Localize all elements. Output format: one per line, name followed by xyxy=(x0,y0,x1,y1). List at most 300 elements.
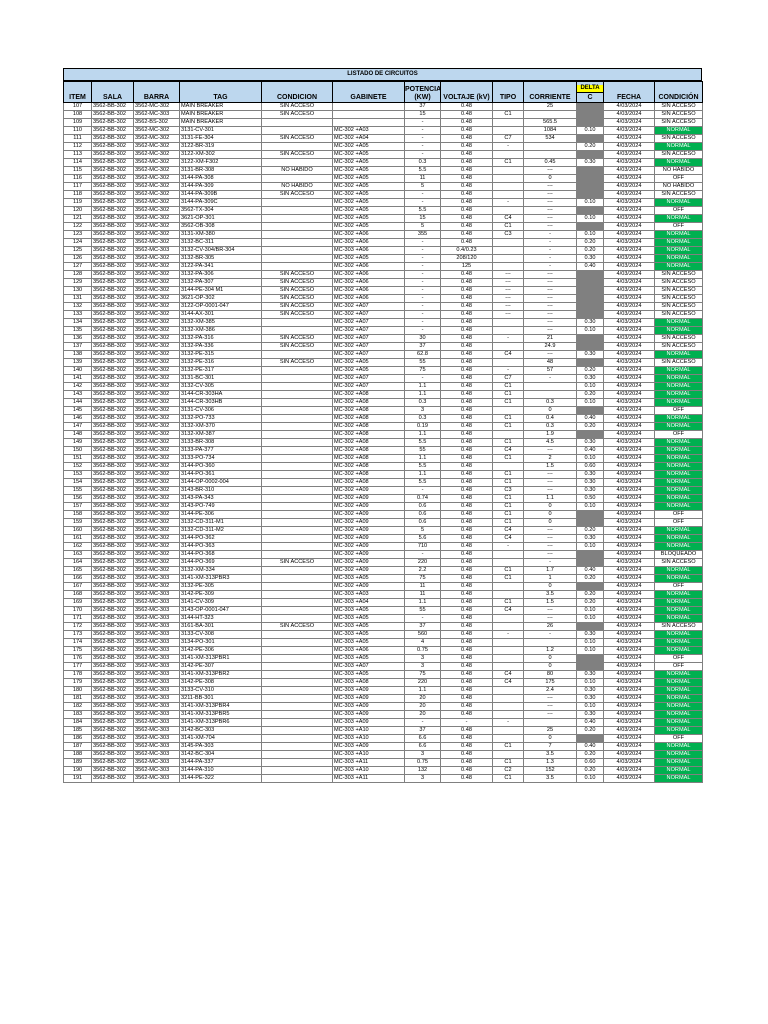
cell-barra[interactable]: 3562-MC-302 xyxy=(134,551,180,559)
cell-delta-c[interactable]: 0.10 xyxy=(577,327,604,335)
cell-delta-c[interactable]: 0.20 xyxy=(577,751,604,759)
cell-condicion[interactable] xyxy=(262,567,333,575)
cell-fecha[interactable]: 4/03/2024 xyxy=(604,471,655,479)
cell-condicion[interactable] xyxy=(262,247,333,255)
cell-delta-c[interactable]: 0.30 xyxy=(577,695,604,703)
cell-potencia[interactable]: - xyxy=(405,151,441,159)
cell-condicion-estado[interactable]: SIN ACCESO xyxy=(655,303,703,311)
cell-item[interactable]: 111 xyxy=(64,135,92,143)
cell-voltaje[interactable]: 0.48 xyxy=(441,495,493,503)
cell-delta-c[interactable] xyxy=(577,735,604,743)
cell-fecha[interactable]: 4/03/2024 xyxy=(604,247,655,255)
cell-condicion[interactable] xyxy=(262,535,333,543)
cell-barra[interactable]: 3562-MC-302 xyxy=(134,303,180,311)
cell-potencia[interactable]: 5.5 xyxy=(405,479,441,487)
cell-corriente[interactable]: - xyxy=(524,631,577,639)
cell-tipo[interactable]: C4 xyxy=(493,671,524,679)
cell-corriente[interactable]: 25 xyxy=(524,103,577,111)
cell-condicion[interactable] xyxy=(262,319,333,327)
cell-potencia[interactable]: 0.75 xyxy=(405,647,441,655)
cell-potencia[interactable]: - xyxy=(405,327,441,335)
cell-condicion-estado[interactable]: NORMAL xyxy=(655,615,703,623)
cell-voltaje[interactable]: 0.48 xyxy=(441,111,493,119)
cell-voltaje[interactable]: 0.48 xyxy=(441,551,493,559)
cell-voltaje[interactable]: 0.48 xyxy=(441,767,493,775)
table-row[interactable] xyxy=(64,551,703,559)
cell-tipo[interactable]: C1 xyxy=(493,455,524,463)
cell-tipo[interactable]: C1 xyxy=(493,519,524,527)
cell-tag[interactable]: 3144-CR-303HA xyxy=(180,391,262,399)
cell-tipo[interactable] xyxy=(493,343,524,351)
cell-sala[interactable]: 3562-BB-302 xyxy=(92,559,134,567)
cell-tipo[interactable]: C1 xyxy=(493,423,524,431)
cell-barra[interactable]: 3562-MC-302 xyxy=(134,151,180,159)
cell-delta-c[interactable] xyxy=(577,663,604,671)
cell-item[interactable]: 127 xyxy=(64,263,92,271)
cell-fecha[interactable]: 4/03/2024 xyxy=(604,399,655,407)
cell-voltaje[interactable]: 0.48 xyxy=(441,223,493,231)
cell-fecha[interactable]: 4/03/2024 xyxy=(604,431,655,439)
cell-fecha[interactable]: 4/03/2024 xyxy=(604,663,655,671)
table-row[interactable] xyxy=(64,247,703,255)
cell-tipo[interactable]: C1 xyxy=(493,223,524,231)
cell-fecha[interactable]: 4/03/2024 xyxy=(604,207,655,215)
cell-tag[interactable]: 3142-PE-307 xyxy=(180,663,262,671)
cell-potencia[interactable]: 37 xyxy=(405,727,441,735)
cell-tag[interactable]: 3144-PA-310 xyxy=(180,767,262,775)
cell-barra[interactable]: 3562-MC-302 xyxy=(134,263,180,271)
cell-tipo[interactable]: C1 xyxy=(493,111,524,119)
cell-delta-c[interactable] xyxy=(577,103,604,111)
table-row[interactable] xyxy=(64,623,703,631)
cell-corriente[interactable]: 80 xyxy=(524,671,577,679)
cell-potencia[interactable]: 15 xyxy=(405,111,441,119)
cell-potencia[interactable]: - xyxy=(405,247,441,255)
table-row[interactable] xyxy=(64,599,703,607)
cell-fecha[interactable]: 4/03/2024 xyxy=(604,511,655,519)
cell-tag[interactable]: MAIN BREAKER xyxy=(180,119,262,127)
cell-tag[interactable]: 3132-XM-386 xyxy=(180,327,262,335)
cell-corriente[interactable]: 4.5 xyxy=(524,439,577,447)
cell-sala[interactable]: 3562-BB-302 xyxy=(92,679,134,687)
cell-tipo[interactable]: - xyxy=(493,719,524,727)
table-row[interactable] xyxy=(64,639,703,647)
table-row[interactable] xyxy=(64,175,703,183)
cell-delta-c[interactable] xyxy=(577,511,604,519)
cell-item[interactable]: 136 xyxy=(64,335,92,343)
cell-tag[interactable]: 3132-PE-315 xyxy=(180,351,262,359)
cell-condicion-estado[interactable]: NORMAL xyxy=(655,143,703,151)
cell-sala[interactable]: 3562-BB-302 xyxy=(92,175,134,183)
cell-delta-c[interactable] xyxy=(577,431,604,439)
cell-tipo[interactable]: - xyxy=(493,199,524,207)
cell-potencia[interactable]: 0.74 xyxy=(405,495,441,503)
cell-item[interactable]: 147 xyxy=(64,423,92,431)
cell-corriente[interactable]: --- xyxy=(524,535,577,543)
cell-gabinete[interactable] xyxy=(333,103,405,111)
cell-corriente[interactable]: --- xyxy=(524,303,577,311)
cell-item[interactable]: 131 xyxy=(64,295,92,303)
table-row[interactable] xyxy=(64,759,703,767)
cell-corriente[interactable]: --- xyxy=(524,607,577,615)
cell-tipo[interactable]: C1 xyxy=(493,775,524,783)
cell-sala[interactable]: 3562-BB-302 xyxy=(92,103,134,111)
cell-item[interactable]: 133 xyxy=(64,311,92,319)
table-row[interactable] xyxy=(64,439,703,447)
cell-sala[interactable]: 3562-BB-302 xyxy=(92,775,134,783)
cell-tipo[interactable]: C4 xyxy=(493,607,524,615)
cell-voltaje[interactable]: 0.48 xyxy=(441,415,493,423)
cell-potencia[interactable]: 5.5 xyxy=(405,167,441,175)
cell-tag[interactable]: 3562-OB-308 xyxy=(180,223,262,231)
cell-fecha[interactable]: 4/03/2024 xyxy=(604,271,655,279)
cell-gabinete[interactable]: MC-303 +A05 xyxy=(333,615,405,623)
cell-fecha[interactable]: 4/03/2024 xyxy=(604,327,655,335)
cell-voltaje[interactable]: 0.48 xyxy=(441,623,493,631)
cell-delta-c[interactable]: 0.30 xyxy=(577,487,604,495)
cell-condicion[interactable] xyxy=(262,455,333,463)
cell-barra[interactable]: 3562-MC-302 xyxy=(134,471,180,479)
cell-delta-c[interactable]: 0.20 xyxy=(577,767,604,775)
cell-condicion-estado[interactable]: SIN ACCESO xyxy=(655,119,703,127)
cell-tag[interactable]: 3132-XM-370 xyxy=(180,423,262,431)
cell-tag[interactable]: 3132-XM-387 xyxy=(180,431,262,439)
cell-item[interactable]: 177 xyxy=(64,663,92,671)
cell-tipo[interactable] xyxy=(493,119,524,127)
cell-corriente[interactable]: 565.5 xyxy=(524,119,577,127)
table-row[interactable] xyxy=(64,719,703,727)
cell-barra[interactable]: 3562-MC-302 xyxy=(134,527,180,535)
cell-tipo[interactable] xyxy=(493,175,524,183)
table-row[interactable] xyxy=(64,543,703,551)
cell-fecha[interactable]: 4/03/2024 xyxy=(604,151,655,159)
cell-condicion[interactable] xyxy=(262,423,333,431)
cell-potencia[interactable]: 55 xyxy=(405,359,441,367)
cell-item[interactable]: 187 xyxy=(64,743,92,751)
cell-condicion[interactable] xyxy=(262,615,333,623)
cell-tipo[interactable]: - xyxy=(493,543,524,551)
cell-condicion-estado[interactable]: NORMAL xyxy=(655,327,703,335)
cell-tipo[interactable]: C4 xyxy=(493,527,524,535)
cell-tipo[interactable]: C1 xyxy=(493,439,524,447)
cell-barra[interactable]: 3562-MC-302 xyxy=(134,239,180,247)
cell-voltaje[interactable]: 0.48 xyxy=(441,351,493,359)
cell-sala[interactable]: 3562-BB-302 xyxy=(92,543,134,551)
cell-tipo[interactable] xyxy=(493,431,524,439)
cell-sala[interactable]: 3562-BB-302 xyxy=(92,711,134,719)
cell-delta-c[interactable]: 0.20 xyxy=(577,367,604,375)
cell-tipo[interactable] xyxy=(493,583,524,591)
cell-tipo[interactable] xyxy=(493,167,524,175)
cell-voltaje[interactable]: 0.48 xyxy=(441,151,493,159)
cell-barra[interactable]: 3562-MC-302 xyxy=(134,519,180,527)
cell-barra[interactable]: 3562-MC-303 xyxy=(134,599,180,607)
cell-item[interactable]: 121 xyxy=(64,215,92,223)
cell-delta-c[interactable]: 0.30 xyxy=(577,535,604,543)
cell-condicion[interactable] xyxy=(262,719,333,727)
cell-sala[interactable]: 3562-BB-302 xyxy=(92,695,134,703)
cell-tag[interactable]: 3132-BC-311 xyxy=(180,239,262,247)
cell-voltaje[interactable]: 0.48 xyxy=(441,535,493,543)
cell-sala[interactable]: 3562-BB-302 xyxy=(92,111,134,119)
cell-tag[interactable]: 3141-CV-309 xyxy=(180,599,262,607)
cell-tag[interactable]: 3134-PO-301 xyxy=(180,639,262,647)
cell-condicion-estado[interactable]: NORMAL xyxy=(655,455,703,463)
cell-voltaje[interactable]: 0.48 xyxy=(441,455,493,463)
cell-tipo[interactable] xyxy=(493,191,524,199)
cell-tipo[interactable] xyxy=(493,655,524,663)
cell-tag[interactable]: 3144-PO-361 xyxy=(180,471,262,479)
cell-condicion[interactable] xyxy=(262,199,333,207)
cell-tipo[interactable]: C4 xyxy=(493,351,524,359)
cell-condicion[interactable] xyxy=(262,255,333,263)
cell-potencia[interactable]: 1.1 xyxy=(405,431,441,439)
cell-barra[interactable]: 3562-MC-303 xyxy=(134,623,180,631)
table-row[interactable] xyxy=(64,431,703,439)
cell-corriente[interactable]: 3.5 xyxy=(524,751,577,759)
cell-tag[interactable]: 3132-PA-307 xyxy=(180,279,262,287)
cell-tag[interactable]: 3144-PE-306 xyxy=(180,511,262,519)
cell-barra[interactable]: 3562-MC-302 xyxy=(134,535,180,543)
cell-condicion-estado[interactable]: OFF xyxy=(655,519,703,527)
cell-voltaje[interactable]: 0.48 xyxy=(441,471,493,479)
cell-tipo[interactable] xyxy=(493,327,524,335)
cell-barra[interactable]: 3562-MC-302 xyxy=(134,455,180,463)
table-row[interactable] xyxy=(64,655,703,663)
cell-tag[interactable]: 3144-PO-368 xyxy=(180,551,262,559)
cell-sala[interactable]: 3562-BB-302 xyxy=(92,367,134,375)
cell-sala[interactable]: 3562-BB-302 xyxy=(92,343,134,351)
table-row[interactable] xyxy=(64,695,703,703)
cell-gabinete[interactable]: MC-302 +A06 xyxy=(333,271,405,279)
cell-tag[interactable]: 3142-PE-306 xyxy=(180,647,262,655)
cell-sala[interactable]: 3562-BB-302 xyxy=(92,279,134,287)
cell-tag[interactable]: 3142-PE-308 xyxy=(180,679,262,687)
cell-condicion-estado[interactable]: NORMAL xyxy=(655,471,703,479)
col-header-barra[interactable]: BARRA xyxy=(134,82,180,103)
cell-sala[interactable]: 3562-BB-302 xyxy=(92,511,134,519)
cell-condicion[interactable] xyxy=(262,639,333,647)
cell-item[interactable]: 130 xyxy=(64,287,92,295)
cell-voltaje[interactable]: 0.48 xyxy=(441,751,493,759)
cell-tag[interactable]: 3131-CV-306 xyxy=(180,407,262,415)
cell-tipo[interactable] xyxy=(493,639,524,647)
cell-corriente[interactable]: 0 xyxy=(524,655,577,663)
cell-delta-c[interactable]: 0.30 xyxy=(577,439,604,447)
cell-fecha[interactable]: 4/03/2024 xyxy=(604,199,655,207)
cell-condicion[interactable] xyxy=(262,687,333,695)
cell-fecha[interactable]: 4/03/2024 xyxy=(604,287,655,295)
cell-potencia[interactable]: 37 xyxy=(405,103,441,111)
cell-gabinete[interactable]: MC-302 +A05 xyxy=(333,215,405,223)
cell-voltaje[interactable]: 0.48 xyxy=(441,655,493,663)
cell-gabinete[interactable]: MC-302 +A06 xyxy=(333,295,405,303)
cell-sala[interactable]: 3562-BB-302 xyxy=(92,551,134,559)
cell-item[interactable]: 138 xyxy=(64,351,92,359)
cell-gabinete[interactable]: MC-303 +A09 xyxy=(333,687,405,695)
cell-potencia[interactable]: 20 xyxy=(405,703,441,711)
cell-corriente[interactable]: 57 xyxy=(524,367,577,375)
cell-item[interactable]: 137 xyxy=(64,343,92,351)
cell-barra[interactable]: 3562-MC-302 xyxy=(134,479,180,487)
cell-sala[interactable]: 3562-BB-302 xyxy=(92,303,134,311)
cell-item[interactable]: 143 xyxy=(64,391,92,399)
cell-potencia[interactable]: 5 xyxy=(405,527,441,535)
cell-item[interactable]: 122 xyxy=(64,223,92,231)
cell-tipo[interactable] xyxy=(493,591,524,599)
cell-gabinete[interactable]: MC-302 +A08 xyxy=(333,447,405,455)
cell-barra[interactable]: 3562-MC-302 xyxy=(134,415,180,423)
cell-condicion[interactable] xyxy=(262,759,333,767)
cell-voltaje[interactable]: 0.48 xyxy=(441,191,493,199)
cell-voltaje[interactable]: 0.48 xyxy=(441,479,493,487)
cell-delta-c[interactable]: 0.30 xyxy=(577,711,604,719)
cell-item[interactable]: 168 xyxy=(64,591,92,599)
cell-gabinete[interactable] xyxy=(333,111,405,119)
table-row[interactable] xyxy=(64,127,703,135)
cell-tag[interactable]: 3621-OP-302 xyxy=(180,295,262,303)
cell-potencia[interactable]: 3 xyxy=(405,663,441,671)
cell-barra[interactable]: 3562-MC-302 xyxy=(134,175,180,183)
cell-condicion-estado[interactable]: NORMAL xyxy=(655,679,703,687)
cell-sala[interactable]: 3562-BB-302 xyxy=(92,159,134,167)
cell-sala[interactable]: 3562-BB-302 xyxy=(92,223,134,231)
cell-item[interactable]: 188 xyxy=(64,751,92,759)
cell-fecha[interactable]: 4/03/2024 xyxy=(604,423,655,431)
table-row[interactable] xyxy=(64,239,703,247)
col-header-fecha[interactable]: FECHA xyxy=(604,82,655,103)
cell-condicion-estado[interactable]: NORMAL xyxy=(655,391,703,399)
cell-fecha[interactable]: 4/03/2024 xyxy=(604,119,655,127)
cell-condicion-estado[interactable]: SIN ACCESO xyxy=(655,343,703,351)
cell-voltaje[interactable]: 0.48 xyxy=(441,639,493,647)
cell-condicion[interactable]: NO HABIDO xyxy=(262,183,333,191)
cell-condicion[interactable]: SIN ACCESO xyxy=(262,287,333,295)
cell-tipo[interactable] xyxy=(493,647,524,655)
cell-potencia[interactable]: 6.6 xyxy=(405,735,441,743)
cell-corriente[interactable]: --- xyxy=(524,711,577,719)
cell-potencia[interactable]: 1.1 xyxy=(405,687,441,695)
cell-sala[interactable]: 3562-BB-302 xyxy=(92,591,134,599)
cell-potencia[interactable]: - xyxy=(405,287,441,295)
cell-condicion[interactable]: SIN ACCESO xyxy=(262,103,333,111)
cell-tag[interactable]: 3133-CV-308 xyxy=(180,631,262,639)
cell-condicion-estado[interactable]: SIN ACCESO xyxy=(655,623,703,631)
cell-condicion-estado[interactable]: NORMAL xyxy=(655,599,703,607)
cell-sala[interactable]: 3562-BB-302 xyxy=(92,319,134,327)
cell-item[interactable]: 173 xyxy=(64,631,92,639)
cell-fecha[interactable]: 4/03/2024 xyxy=(604,735,655,743)
cell-voltaje[interactable]: 0.48 xyxy=(441,127,493,135)
cell-condicion[interactable] xyxy=(262,607,333,615)
cell-condicion[interactable] xyxy=(262,631,333,639)
cell-gabinete[interactable]: MC-302 +A08 xyxy=(333,431,405,439)
table-row[interactable] xyxy=(64,735,703,743)
cell-barra[interactable]: 3562-MC-303 xyxy=(134,743,180,751)
cell-corriente[interactable]: --- xyxy=(524,471,577,479)
cell-sala[interactable]: 3562-BB-302 xyxy=(92,287,134,295)
cell-tipo[interactable]: --- xyxy=(493,295,524,303)
cell-gabinete[interactable]: MC-302 +A05 xyxy=(333,367,405,375)
cell-condicion-estado[interactable]: OFF xyxy=(655,223,703,231)
cell-tipo[interactable] xyxy=(493,319,524,327)
cell-gabinete[interactable]: MC-302 +A05 xyxy=(333,191,405,199)
cell-tag[interactable]: 3142-PE-309 xyxy=(180,591,262,599)
cell-tag[interactable]: 3144-PA-308 xyxy=(180,175,262,183)
cell-item[interactable]: 146 xyxy=(64,415,92,423)
cell-barra[interactable]: 3562-MC-302 xyxy=(134,463,180,471)
cell-condicion[interactable] xyxy=(262,591,333,599)
table-row[interactable] xyxy=(64,103,703,111)
cell-condicion[interactable] xyxy=(262,655,333,663)
cell-tipo[interactable] xyxy=(493,711,524,719)
cell-condicion-estado[interactable]: NORMAL xyxy=(655,127,703,135)
cell-gabinete[interactable]: MC-303 +A09 xyxy=(333,719,405,727)
cell-delta-c[interactable]: 0.40 xyxy=(577,263,604,271)
cell-gabinete[interactable]: MC-302 +A09 xyxy=(333,527,405,535)
table-row[interactable] xyxy=(64,223,703,231)
cell-potencia[interactable]: - xyxy=(405,271,441,279)
cell-gabinete[interactable]: MC-302 +A07 xyxy=(333,383,405,391)
cell-barra[interactable]: 3562-MC-303 xyxy=(134,735,180,743)
table-row[interactable] xyxy=(64,519,703,527)
cell-gabinete[interactable]: MC-302 +A06 xyxy=(333,263,405,271)
cell-gabinete[interactable]: MC-303 +A09 xyxy=(333,711,405,719)
cell-sala[interactable]: 3562-BB-302 xyxy=(92,375,134,383)
cell-condicion[interactable]: NO HABIDO xyxy=(262,167,333,175)
cell-item[interactable]: 174 xyxy=(64,639,92,647)
cell-item[interactable]: 152 xyxy=(64,463,92,471)
table-row[interactable] xyxy=(64,311,703,319)
cell-item[interactable]: 163 xyxy=(64,551,92,559)
cell-corriente[interactable]: 1.5 xyxy=(524,599,577,607)
cell-voltaje[interactable]: 0.48 xyxy=(441,215,493,223)
cell-fecha[interactable]: 4/03/2024 xyxy=(604,583,655,591)
cell-corriente[interactable]: 1.5 xyxy=(524,463,577,471)
cell-corriente[interactable]: - xyxy=(524,247,577,255)
cell-barra[interactable]: 3562-MC-302 xyxy=(134,559,180,567)
table-row[interactable] xyxy=(64,647,703,655)
cell-gabinete[interactable]: MC-302 +A09 xyxy=(333,511,405,519)
cell-sala[interactable]: 3562-BB-302 xyxy=(92,583,134,591)
cell-tag[interactable]: 3144-AX-301 xyxy=(180,311,262,319)
cell-barra[interactable]: 3562-MC-302 xyxy=(134,495,180,503)
cell-sala[interactable]: 3562-BB-302 xyxy=(92,767,134,775)
cell-sala[interactable]: 3562-BB-302 xyxy=(92,687,134,695)
cell-item[interactable]: 153 xyxy=(64,471,92,479)
cell-delta-c[interactable] xyxy=(577,223,604,231)
cell-delta-c[interactable] xyxy=(577,271,604,279)
cell-sala[interactable]: 3562-BB-302 xyxy=(92,535,134,543)
cell-tag[interactable]: 3133-BR-308 xyxy=(180,439,262,447)
cell-voltaje[interactable]: 0.48 xyxy=(441,695,493,703)
cell-sala[interactable]: 3562-BB-302 xyxy=(92,359,134,367)
cell-voltaje[interactable]: 0.48 xyxy=(441,159,493,167)
cell-potencia[interactable]: 5.6 xyxy=(405,535,441,543)
cell-gabinete[interactable]: MC-303 +A11 xyxy=(333,775,405,783)
table-row[interactable] xyxy=(64,511,703,519)
cell-voltaje[interactable]: 0.48 xyxy=(441,359,493,367)
cell-tipo[interactable] xyxy=(493,103,524,111)
cell-sala[interactable]: 3562-BB-302 xyxy=(92,727,134,735)
cell-potencia[interactable]: - xyxy=(405,127,441,135)
cell-gabinete[interactable]: MC-302 +A08 xyxy=(333,423,405,431)
cell-fecha[interactable]: 4/03/2024 xyxy=(604,191,655,199)
cell-condicion[interactable]: SIN ACCESO xyxy=(262,623,333,631)
cell-condicion-estado[interactable]: NORMAL xyxy=(655,263,703,271)
cell-voltaje[interactable]: 0.48 xyxy=(441,663,493,671)
cell-voltaje[interactable]: 0.48 xyxy=(441,487,493,495)
